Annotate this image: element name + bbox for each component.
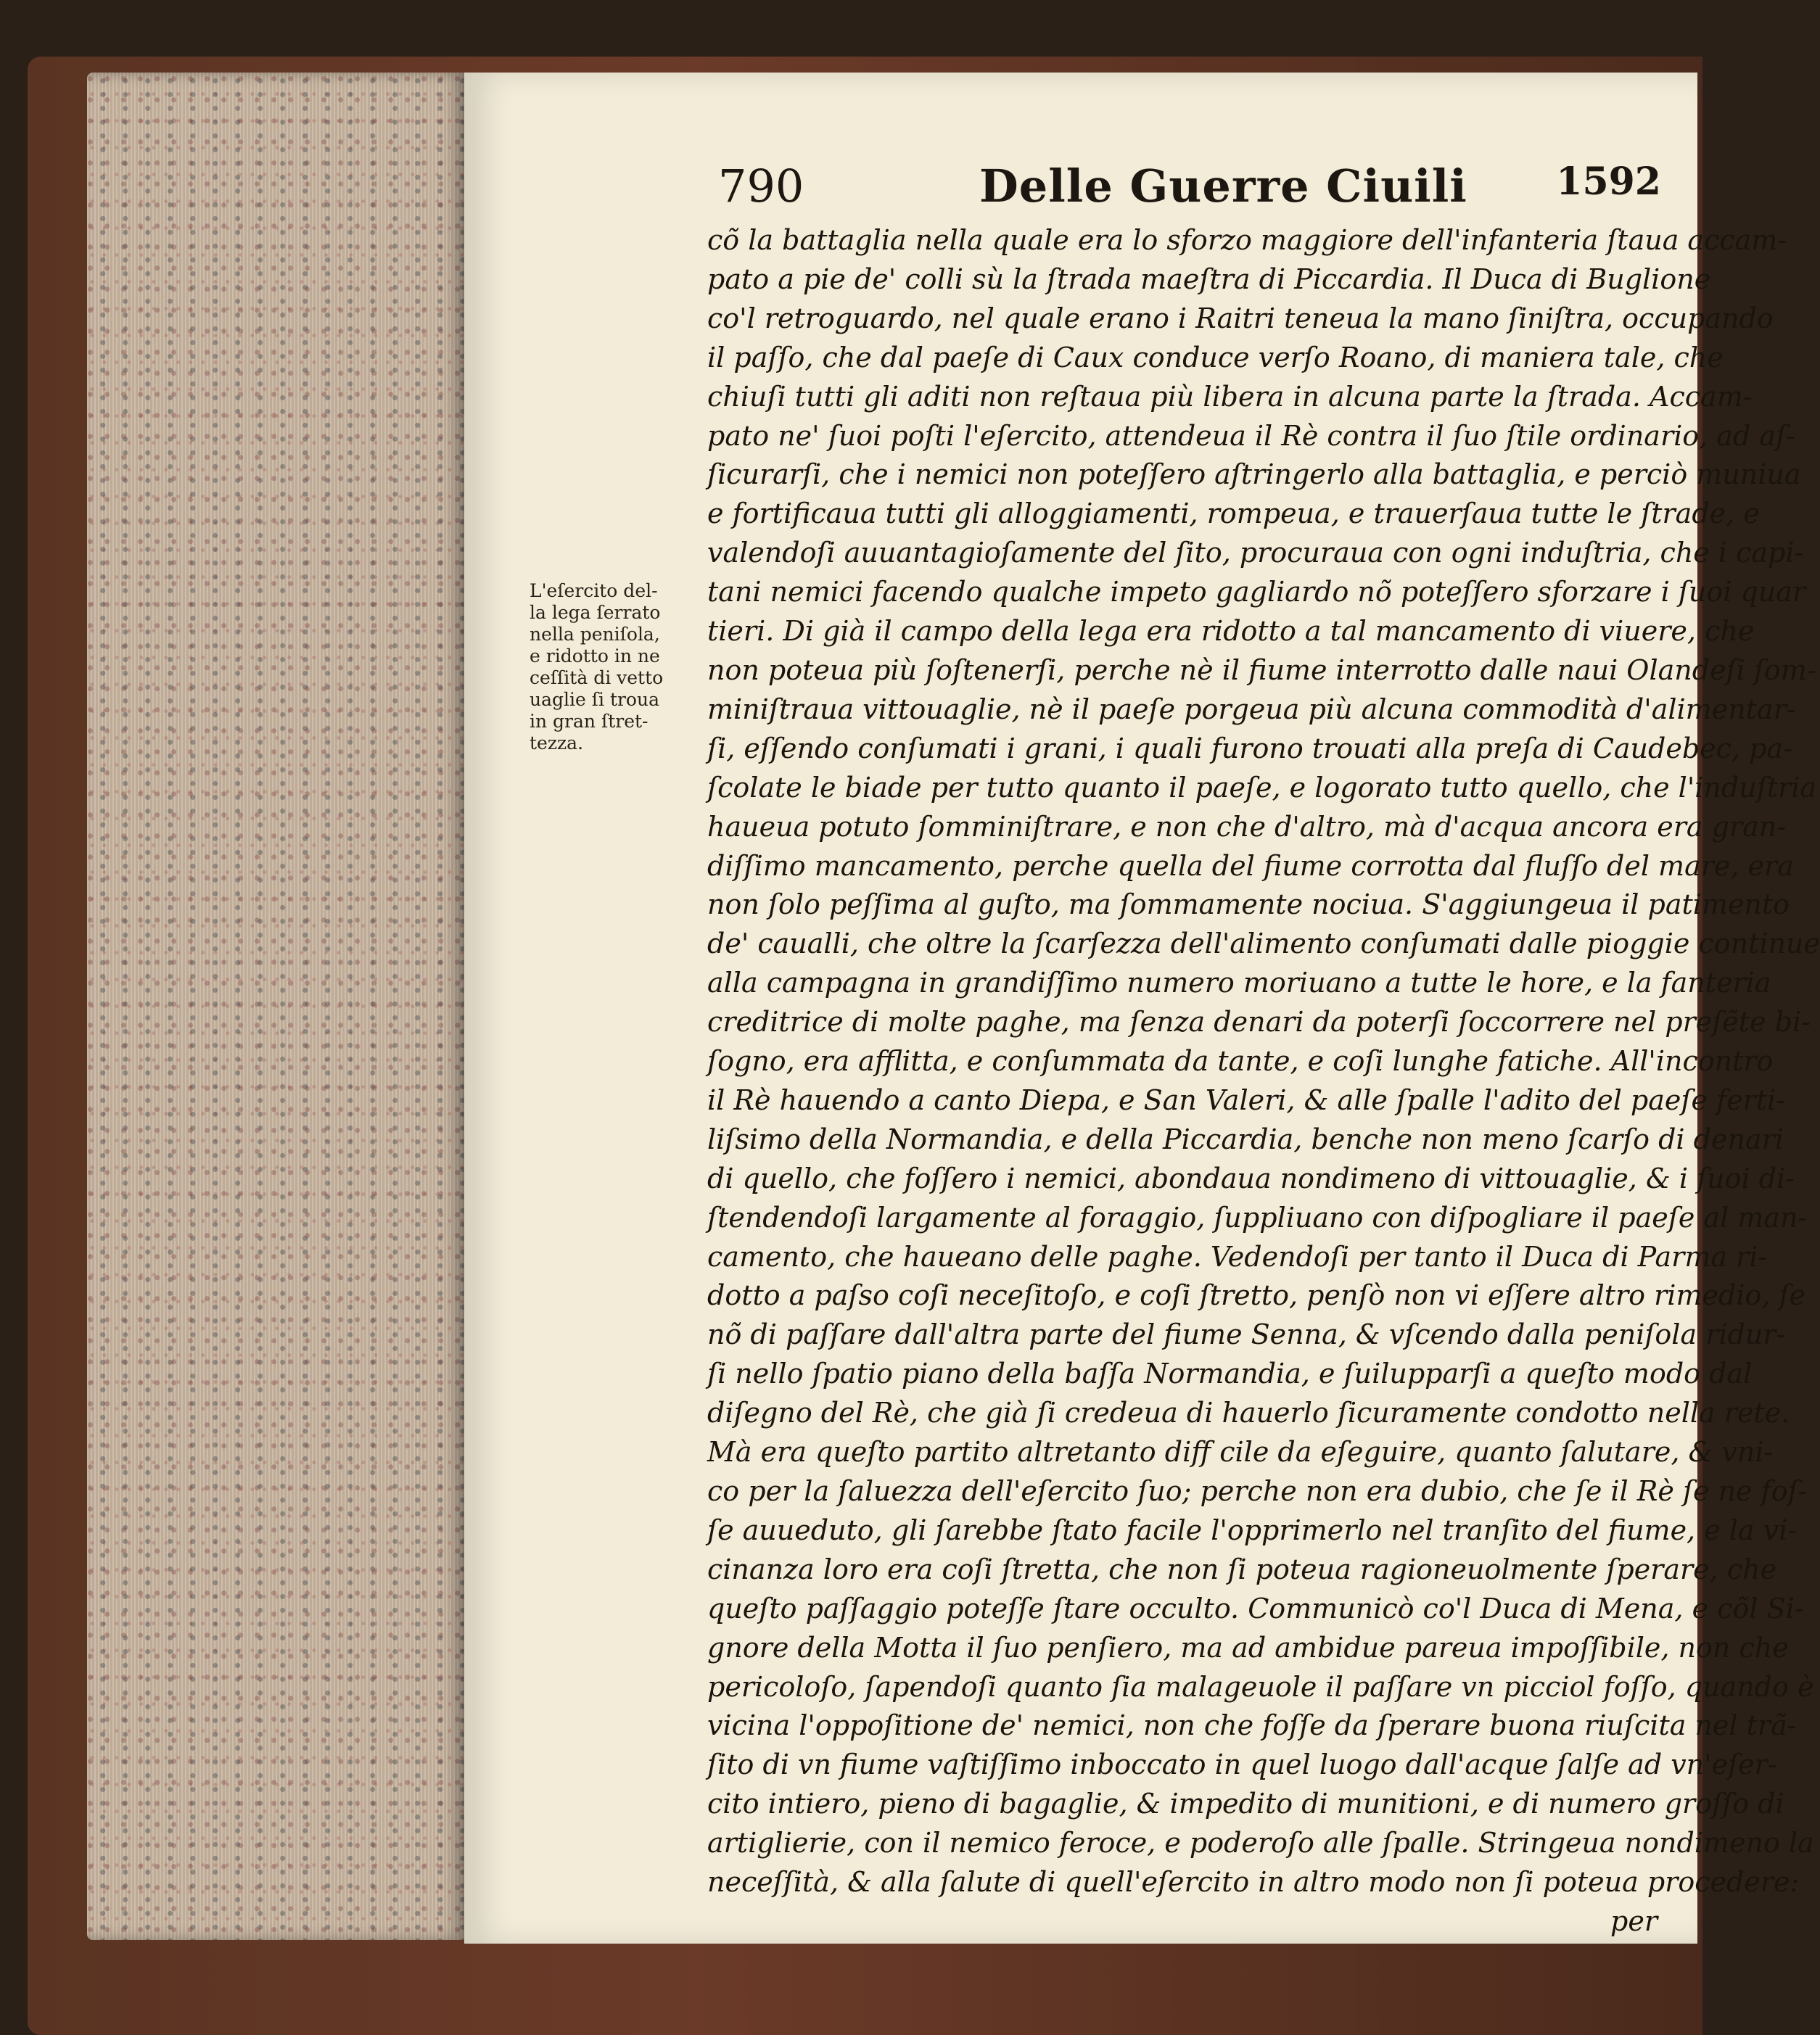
text-line: de' caualli, che oltre la ſcarſezza dell'alimento conſumati dalle pioggie continue xyxy=(707,928,1820,960)
text-line: co'l retroguardo, nel quale erano i Raitri teneua la mano ſiniſtra, occupando xyxy=(707,302,1774,334)
text-line: di quello, che foſſero i nemici, abondaua nondimeno di vittouaglie, & i ſuoi di- xyxy=(707,1162,1795,1194)
margin-note-line: in gran ſtret- xyxy=(530,711,648,732)
marginal-note xyxy=(530,580,696,754)
margin-note-line: ceſſità di vetto xyxy=(530,667,664,688)
text-line: non poteua più ſoſtenerſi, perche nè il fiume interrotto dalle naui Olandeſi ſom- xyxy=(707,653,1816,686)
text-line: dotto a paſso coſi neceſitoſo, e coſi ſtretto, penſò non vi eſſere altro rimedio, ſe xyxy=(707,1279,1806,1312)
text-line: il Rè hauendo a canto Diepa, e San Valeri, & alle ſpalle l'adito del paeſe ferti- xyxy=(707,1083,1786,1116)
text-line: ſogno, era afflitta, e conſummata da tante, e coſi lunghe fatiche. All'incontro xyxy=(707,1045,1774,1078)
text-line: pato a pie de' colli sù la ſtrada maeſtra di Piccardia. Il Duca di Buglione xyxy=(707,263,1711,295)
text-line: gnore della Motta il ſuo penſiero, ma ad ambidue pareua impoſſibile, non che xyxy=(707,1631,1789,1664)
year-heading: 1592 xyxy=(1556,160,1661,204)
text-line: co per la ſaluezza dell'eſercito ſuo; perche non era dubio, che ſe il Rè ſe ne foſ- xyxy=(707,1475,1808,1507)
text-line: ſicurarſi, che i nemici non poteſſero aſtringerlo alla battaglia, e perciò muniua xyxy=(707,458,1801,491)
text-line: pato ne' ſuoi poſti l'eſercito, attendeua il Rè contra il ſuo ſtile ordinario, ad aſ- xyxy=(707,419,1795,452)
text-line: valendoſi auuantagioſamente del ſito, procuraua con ogni induſtria, che i capi- xyxy=(707,537,1804,569)
text-line: creditrice di molte paghe, ma ſenza denari da poterſi ſoccorrere nel preſẽte bi- xyxy=(707,1006,1811,1039)
margin-note-line: nella peniſola, xyxy=(530,624,660,645)
page-fore-edge xyxy=(87,73,464,1940)
text-line: cinanza loro era coſi ſtretta, che non ſi poteua ragioneuolmente ſperare, che xyxy=(707,1553,1777,1585)
text-line: ſi, eſſendo conſumati i grani, i quali furono trouati alla preſa di Caudebec, pa- xyxy=(707,732,1792,764)
text-line: e fortificaua tutti gli alloggiamenti, rompeua, e trauerſaua tutte le ſtrade, e xyxy=(707,498,1760,530)
text-line: vicina l'oppoſitione de' nemici, non che foſſe da ſperare buona riuſcita nel trã- xyxy=(707,1709,1797,1742)
text-line: liſsimo della Normandia, e della Piccardia, benche non meno ſcarſo di denari xyxy=(707,1123,1784,1155)
text-line: ſcolate le biade per tutto quanto il paeſe, e logorato tutto quello, che l'induſtria xyxy=(707,771,1817,804)
text-line: ſi nello ſpatio piano della baſſa Normandia, e ſuilupparſi a queſto modo dal xyxy=(707,1358,1753,1390)
text-line: miniſtraua vittouaglie, nè il paeſe porgeua più alcuna commodità d'alimentar- xyxy=(707,693,1796,725)
margin-note-line: uaglie ſi troua xyxy=(530,689,659,710)
running-title: Delle Guerre Ciuili xyxy=(979,160,1467,212)
text-line: ſtendendoſi largamente al foraggio, ſuppliuano con diſpogliare il paeſe al man- xyxy=(707,1201,1808,1234)
text-line: il paſſo, che dal paeſe di Caux conduce verſo Roano, di maniera tale, che xyxy=(707,341,1724,373)
text-line: camento, che haueano delle paghe. Vedendoſi per tanto il Duca di Parma ri- xyxy=(707,1240,1768,1273)
text-line: tani nemici facendo qualche impeto gagliardo nõ poteſſero sforzare i ſuoi quar xyxy=(707,576,1806,608)
text-line: cito intiero, pieno di bagaglie, & impedito di munitioni, e di numero groſſo di xyxy=(707,1788,1784,1820)
text-line: diſegno del Rè, che già ſi credeua di hauerlo ſicuramente condotto nella rete. xyxy=(707,1397,1790,1429)
text-line: nõ di paſſare dall'altra parte del fiume Senna, & vſcendo dalla peniſola ridur- xyxy=(707,1318,1786,1351)
margin-note-line: e ridotto in ne xyxy=(530,645,660,666)
text-line: alla campagna in grandiſſimo numero moriuano a tutte le hore, e la fanteria xyxy=(707,967,1771,999)
book-page xyxy=(464,73,1820,1944)
text-line: ſe auueduto, gli ſarebbe ſtato facile l'opprimerlo nel tranſito del fiume, e la vi- xyxy=(707,1514,1798,1546)
text-line: chiuſi tutti gli aditi non reſtaua più libera in alcuna parte la ſtrada. Accam- xyxy=(707,380,1753,413)
text-line: diſſimo mancamento, perche quella del fiume corrotta dal fluſſo del mare, era xyxy=(707,849,1794,882)
margin-note-line: L'eſercito del- xyxy=(530,580,658,601)
margin-note-line: tezza. xyxy=(530,732,584,754)
body-text xyxy=(707,221,1820,1941)
text-line: ſito di vn fiume vaſtiſſimo inboccato in quel luogo dall'acque ſalſe ad vn'eſer- xyxy=(707,1749,1777,1781)
text-line: tieri. Di già il campo della lega era ridotto a tal mancamento di viuere, che xyxy=(707,615,1755,648)
catchword: per xyxy=(1610,1904,1658,1937)
text-line: non ſolo peſſima al guſto, ma ſommamente nociua. S'aggiungeua il patimento xyxy=(707,888,1790,921)
text-line: artiglierie, con il nemico feroce, e poderoſo alle ſpalle. Stringeua nondimeno la xyxy=(707,1827,1814,1859)
page-header xyxy=(718,145,1661,232)
text-line: neceſſità, & alla ſalute di quell'eſercito in altro modo non ſi poteua procedere: xyxy=(707,1866,1800,1899)
margin-note-line: la lega ſerrato xyxy=(530,602,661,623)
page-number: 790 xyxy=(718,160,804,212)
text-line: Mà era queſto partito altretanto diff cile da eſeguire, quanto ſalutare, & vni- xyxy=(707,1436,1774,1469)
text-line: cõ la battaglia nella quale era lo sforzo maggiore dell'infanteria ſtaua accam- xyxy=(707,224,1787,256)
text-line: pericoloſo, ſapendoſi quanto ſia malageuole il paſſare vn picciol foſſo, quando è xyxy=(707,1670,1814,1703)
text-line: queſto paſſaggio poteſſe ſtare occulto. Communicò co'l Duca di Mena, e cõl Si- xyxy=(707,1592,1804,1625)
text-line: haueua potuto ſomminiſtrare, e non che d'altro, mà d'acqua ancora era gran- xyxy=(707,810,1787,843)
